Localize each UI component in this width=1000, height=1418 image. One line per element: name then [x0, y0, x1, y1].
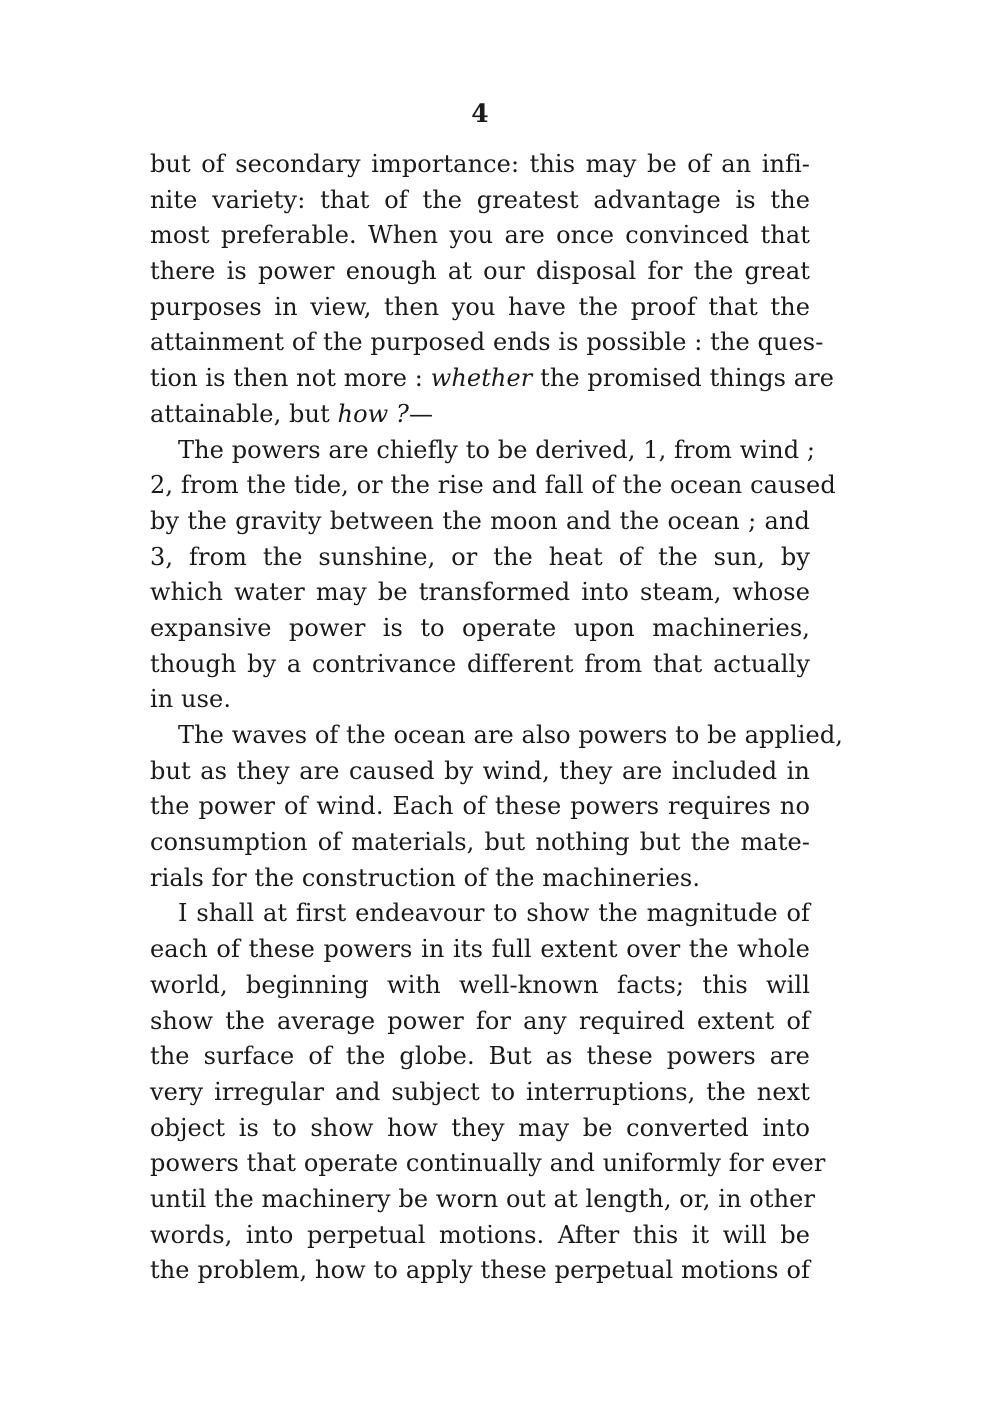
- paragraph-end-line: in use.: [150, 685, 232, 714]
- text-line: attainment of the purposed ends is possible : the ques-: [150, 328, 824, 357]
- text-line: there is power enough at our disposal for the great: [150, 257, 810, 286]
- text-line: 2, from the tide, or the rise and fall of the ocean caused: [150, 471, 836, 500]
- text-run: attainable, but: [150, 399, 338, 428]
- paragraph-start-line: I shall at first endeavour to show the magnitude of: [178, 899, 810, 928]
- text-line: very irregular and subject to interruptions, the next: [150, 1077, 810, 1106]
- text-line: 3, from the sunshine, or the heat of the sun, by: [150, 542, 810, 571]
- text-run: tion is then not more :: [150, 364, 431, 393]
- text-line: words, into perpetual motions. After this it will be: [150, 1220, 810, 1249]
- paragraph-start-line: The waves of the ocean are also powers to be applied,: [178, 721, 844, 749]
- text-line: until the machinery be worn out at length, or, in other: [150, 1184, 816, 1213]
- text-line: world, beginning with well-known facts; this will: [150, 970, 810, 999]
- page-number: 4: [471, 99, 489, 128]
- paragraph-start-line: The powers are chiefly to be derived, 1, from wind ;: [178, 435, 816, 464]
- text-line: but as they are caused by wind, they are included in: [150, 756, 810, 785]
- text-line: though by a contrivance different from that actually: [150, 649, 810, 678]
- text-line: nite variety: that of the greatest advantage is the: [150, 185, 810, 214]
- text-line: by the gravity between the moon and the ocean ; and: [150, 506, 810, 535]
- text-line: powers that operate continually and uniformly for ever: [150, 1149, 826, 1178]
- text-line: purposes in view, then you have the proof that the: [150, 292, 810, 321]
- text-line: most preferable. When you are once convinced that: [150, 221, 810, 250]
- text-line: the surface of the globe. But as these powers are: [150, 1042, 810, 1071]
- text-run: the promised things are: [532, 364, 835, 393]
- text-line: the problem, how to apply these perpetual motions of: [150, 1256, 810, 1285]
- text-line: expansive power is to operate upon machineries,: [150, 613, 810, 642]
- text-line: but of secondary importance: this may be of an infi-: [150, 150, 810, 178]
- text-line: object is to show how they may be converted into: [150, 1113, 810, 1142]
- italic-word: whether: [430, 364, 533, 393]
- body-text: [150, 147, 844, 1289]
- italic-word: how ?: [337, 399, 409, 428]
- text-run: —: [409, 399, 434, 428]
- text-line: each of these powers in its full extent over the whole: [150, 935, 810, 964]
- text-line: [150, 361, 835, 397]
- text-line: show the average power for any required extent of: [150, 1006, 810, 1035]
- text-line: the power of wind. Each of these powers requires no: [150, 792, 810, 821]
- paragraph-end-line: rials for the construction of the machineries.: [150, 863, 701, 892]
- text-line: which water may be transformed into steam, whose: [150, 578, 810, 607]
- paragraph-end-line: [150, 397, 810, 433]
- text-line: consumption of materials, but nothing but the mate-: [150, 828, 810, 857]
